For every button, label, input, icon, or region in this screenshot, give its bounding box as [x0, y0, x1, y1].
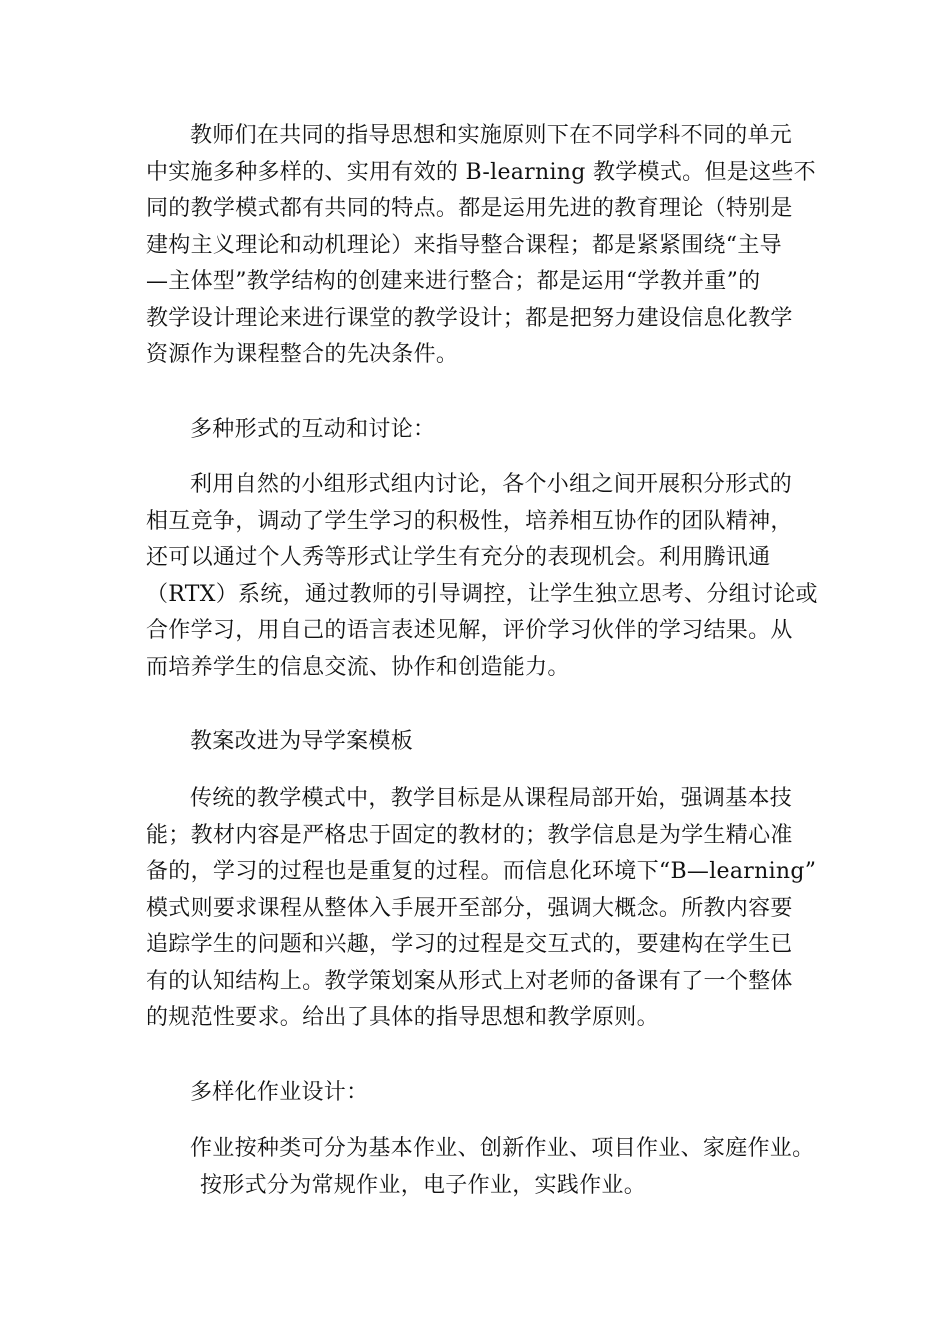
text-line: 建构主义理论和动机理论）来指导整合课程；都是紧紧围绕“主导: [146, 232, 782, 258]
section-heading: 教案改进为导学案模板: [190, 729, 414, 754]
text-line: 能；教材内容是严格忠于固定的教材的；教学信息是为学生精心准: [146, 822, 793, 848]
section-heading-homework: [146, 1075, 826, 1112]
text-line: 模式则要求课程从整体入手展开至部分，强调大概念。所教内容要: [146, 895, 793, 921]
text-line: 教师们在共同的指导思想和实施原则下在不同学科不同的单元: [190, 123, 793, 148]
text-line: 教学设计理论来进行课堂的教学设计；都是把努力建设信息化教学: [146, 305, 793, 331]
text-line: 中实施多种多样的、实用有效的 B-learning 教学模式。但是这些不: [146, 159, 816, 185]
text-line: 按形式分为常规作业，电子作业，实践作业。: [200, 1172, 647, 1198]
paragraph-intro: [146, 118, 826, 374]
text-line: 有的认知结构上。教学策划案从形式上对老师的备课有了一个整体: [146, 968, 793, 994]
text-line: 备的，学习的过程也是重复的过程。而信息化环境下“B—learning”: [146, 859, 817, 884]
text-line: 而培养学生的信息交流、协作和创造能力。: [146, 654, 570, 680]
paragraph-homework: [146, 1131, 826, 1204]
section-heading-interaction: [146, 412, 826, 449]
paragraph-lesson-plan: [146, 781, 826, 1037]
text-line: —主体型”教学结构的创建来进行整合；都是运用“学教并重”的: [146, 269, 761, 294]
text-line: 资源作为课程整合的先决条件。: [146, 342, 459, 367]
text-line: 的规范性要求。给出了具体的指导思想和教学原则。: [146, 1005, 659, 1030]
text-line: 追踪学生的问题和兴趣，学习的过程是交互式的，要建构在学生已: [146, 932, 793, 957]
text-line: 传统的教学模式中，教学目标是从课程局部开始，强调基本技: [190, 786, 793, 811]
text-line: 相互竞争，调动了学生学习的积极性，培养相互协作的团队精神，: [146, 508, 793, 534]
section-heading: 多样化作业设计：: [190, 1080, 369, 1105]
text-line: 作业按种类可分为基本作业、创新作业、项目作业、家庭作业。: [190, 1136, 815, 1161]
section-heading-lesson-plan: [146, 724, 826, 761]
text-line: 同的教学模式都有共同的特点。都是运用先进的教育理论（特别是: [146, 196, 793, 221]
section-heading: 多种形式的互动和讨论：: [190, 417, 436, 442]
paragraph-interaction: [146, 467, 826, 686]
text-line: （RTX）系统，通过教师的引导调控，让学生独立思考、分组讨论或: [146, 581, 818, 607]
text-line: 利用自然的小组形式组内讨论，各个小组之间开展积分形式的: [190, 472, 793, 497]
text-line: 合作学习，用自己的语言表述见解，评价学习伙伴的学习结果。从: [146, 618, 793, 643]
text-line: 还可以通过个人秀等形式让学生有充分的表现机会。利用腾讯通: [146, 545, 771, 570]
